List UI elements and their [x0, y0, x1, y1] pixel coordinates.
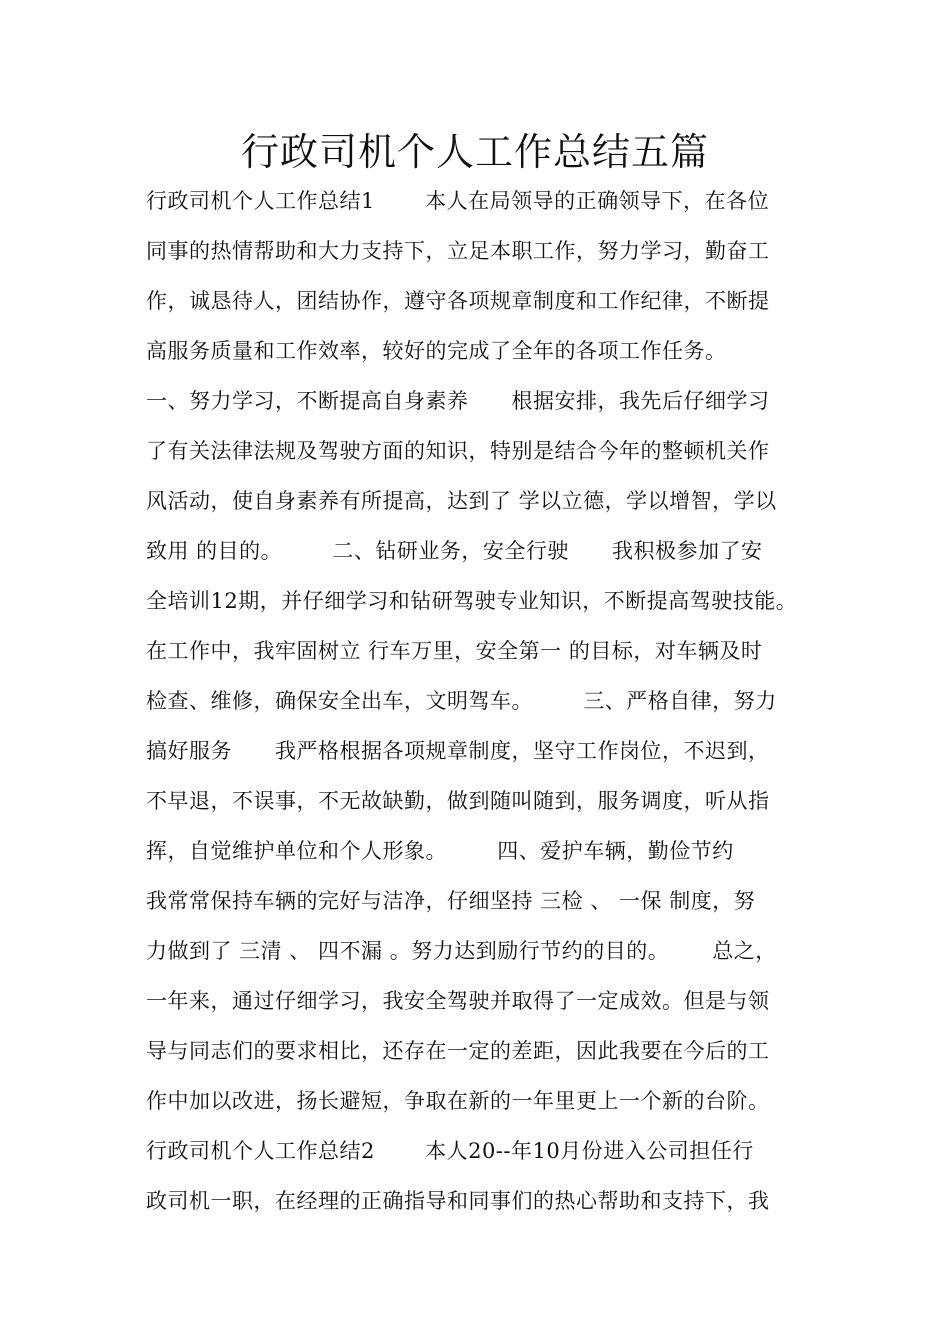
body-line: 一、努力学习，不断提高自身素养 根据安排，我先后仔细学习	[146, 389, 770, 413]
body-line: 检查、维修，确保安全出车，文明驾车。 三、严格自律，努力	[146, 689, 777, 713]
document-body	[146, 178, 826, 1228]
body-line: 在工作中，我牢固树立 行车万里，安全第一 的目标，对车辆及时	[146, 639, 763, 663]
body-line: 风活动，使自身素养有所提高，达到了 学以立德，学以增智，学以	[146, 489, 777, 513]
body-line: 行政司机个人工作总结1 本人在局领导的正确领导下，在各位	[146, 189, 770, 213]
body-line: 导与同志们的要求相比，还存在一定的差距，因此我要在今后的工	[146, 1039, 770, 1063]
body-line: 搞好服务 我严格根据各项规章制度，坚守工作岗位，不迟到，	[146, 739, 770, 763]
body-line: 全培训12期，并仔细学习和钻研驾驶专业知识，不断提高驾驶技能。	[146, 589, 798, 613]
body-line: 行政司机个人工作总结2 本人20--年10月份进入公司担任行	[146, 1139, 754, 1163]
body-line: 作，诚恳待人，团结协作，遵守各项规章制度和工作纪律，不断提	[146, 289, 770, 313]
body-line: 力做到了 三清 、 四不漏 。努力达到励行节约的目的。 总之，	[146, 939, 777, 963]
body-line: 一年来，通过仔细学习，我安全驾驶并取得了一定成效。但是与领	[146, 989, 770, 1013]
body-line: 同事的热情帮助和大力支持下，立足本职工作，努力学习，勤奋工	[146, 239, 770, 263]
body-line: 了有关法律法规及驾驶方面的知识，特别是结合今年的整顿机关作	[146, 439, 770, 463]
body-line: 我常常保持车辆的完好与洁净，仔细坚持 三检 、 一保 制度，努	[146, 889, 756, 913]
body-line: 高服务质量和工作效率，较好的完成了全年的各项工作任务。	[146, 339, 727, 363]
body-line: 作中加以改进，扬长避短，争取在新的一年里更上一个新的台阶。	[146, 1089, 770, 1113]
document-title: 行政司机个人工作总结五篇	[240, 130, 709, 174]
body-line: 政司机一职，在经理的正确指导和同事们的热心帮助和支持下，我	[146, 1189, 770, 1213]
body-line: 不早退，不误事，不无故缺勤，做到随叫随到，服务调度，听从指	[146, 789, 770, 813]
body-line: 致用 的目的。 二、钻研业务，安全行驶 我积极参加了安	[146, 539, 763, 563]
body-line: 挥，自觉维护单位和个人形象。 四、爱护车辆，勤俭节约	[146, 839, 734, 863]
